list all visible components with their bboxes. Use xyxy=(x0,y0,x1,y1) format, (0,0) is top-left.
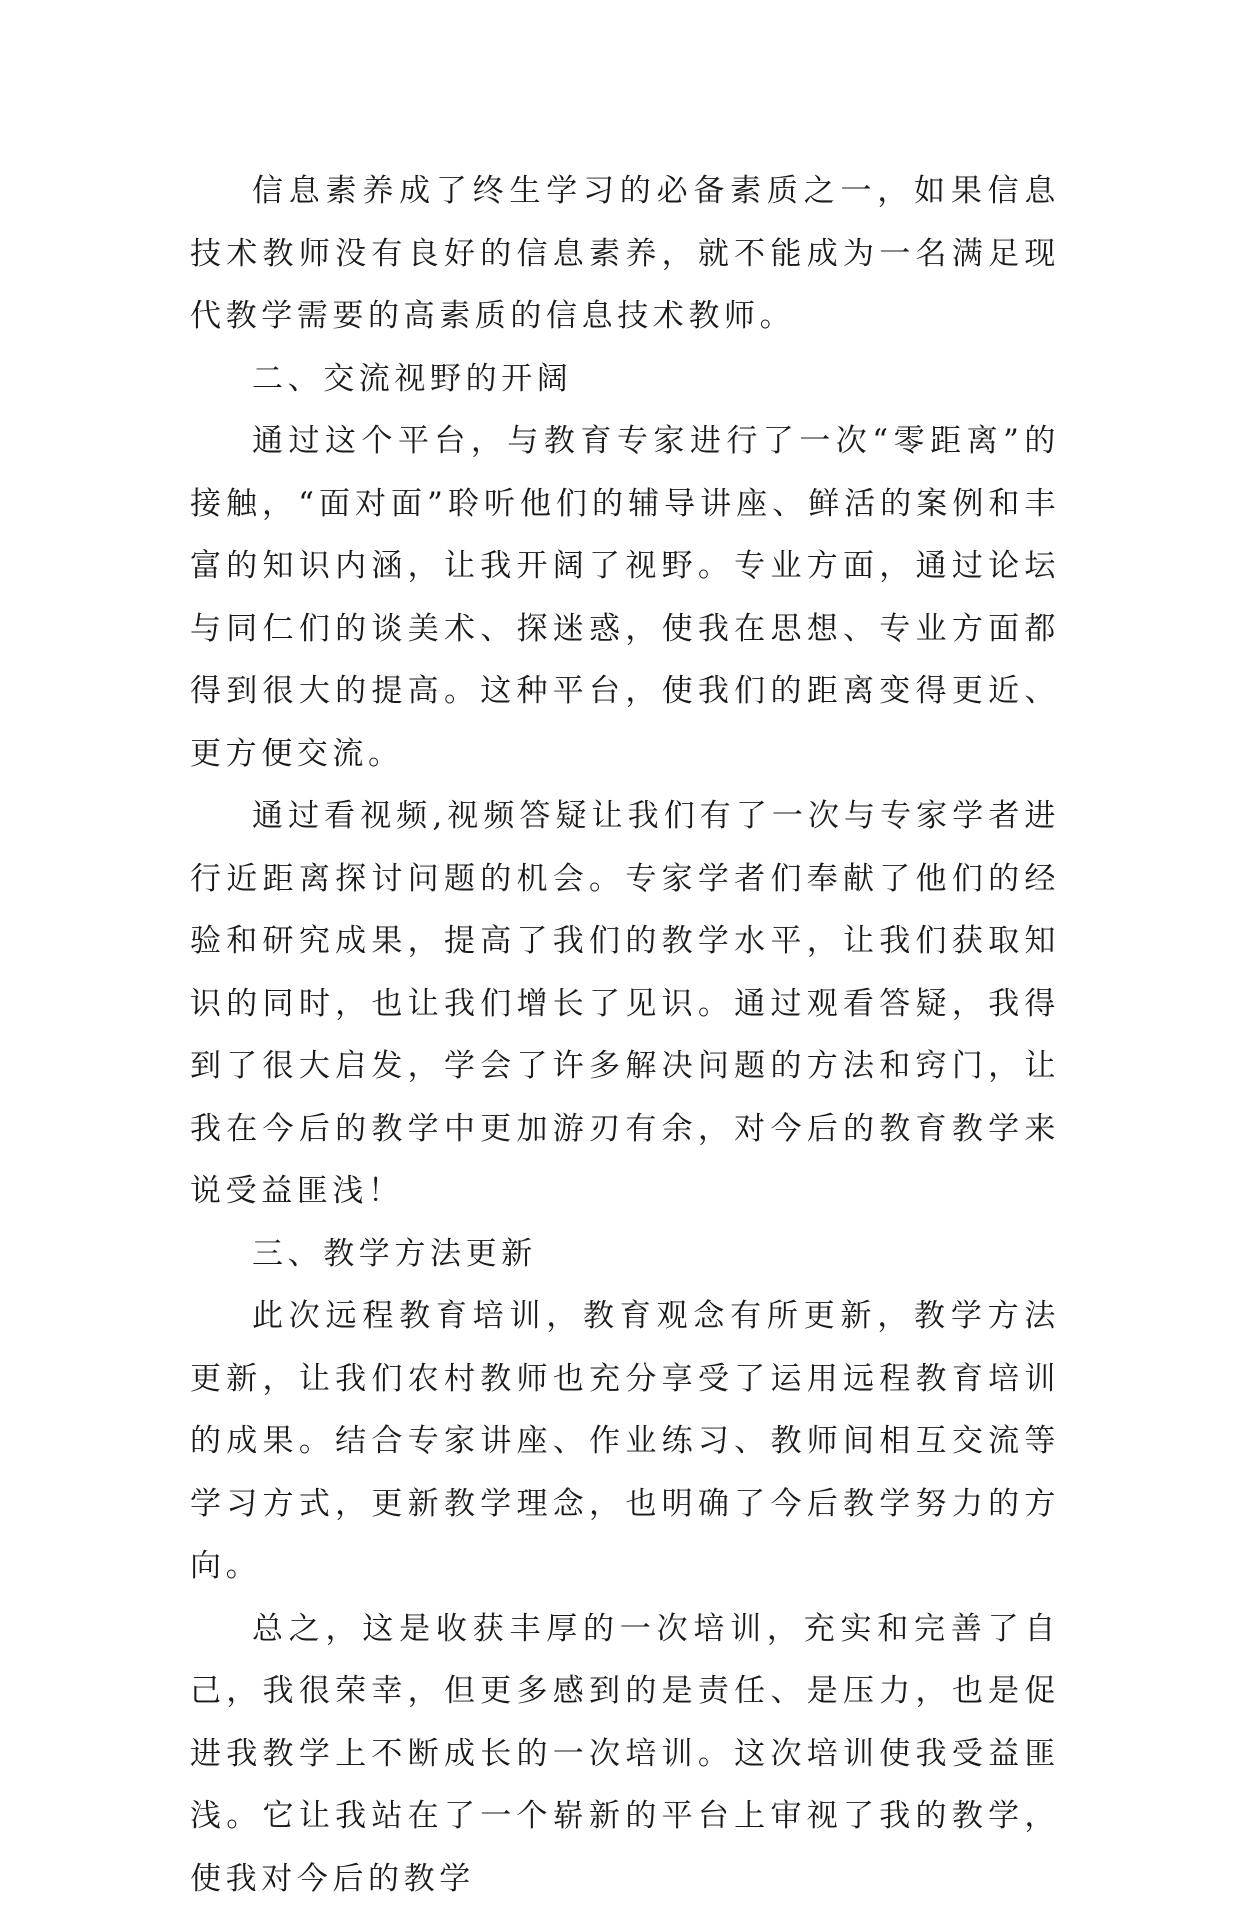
document-body xyxy=(190,160,1060,1910)
paragraph-information-literacy: 信息素养成了终生学习的必备素质之一，如果信息技术教师没有良好的信息素养，就不能成为一名满足现代教学需要的高素质的信息技术教师。 xyxy=(190,160,1060,348)
section-heading-teaching-methods: 三、教学方法更新 xyxy=(190,1223,1060,1286)
paragraph-remote-training: 此次远程教育培训，教育观念有所更新，教学方法更新，让我们农村教师也充分享受了运用远程教育培训的成果。结合专家讲座、作业练习、教师间相互交流等学习方式，更新教学理念，也明确了今后教学努力的方向。 xyxy=(190,1285,1060,1598)
paragraph-platform-experts: 通过这个平台，与教育专家进行了一次“零距离”的接触，“面对面”聆听他们的辅导讲座、鲜活的案例和丰富的知识内涵，让我开阔了视野。专业方面，通过论坛与同仁们的谈美术、探迷惑，使我在思想、专业方面都得到很大的提高。这种平台，使我们的距离变得更近、更方便交流。 xyxy=(190,410,1060,785)
paragraph-summary: 总之，这是收获丰厚的一次培训，充实和完善了自己，我很荣幸，但更多感到的是责任、是压力，也是促进我教学上不断成长的一次培训。这次培训使我受益匪浅。它让我站在了一个崭新的平台上审视了我的教学，使我对今后的教学 xyxy=(190,1598,1060,1910)
paragraph-video-qa: 通过看视频,视频答疑让我们有了一次与专家学者进行近距离探讨问题的机会。专家学者们奉献了他们的经验和研究成果，提高了我们的教学水平，让我们获取知识的同时，也让我们增长了见识。通过观看答疑，我得到了很大启发，学会了许多解决问题的方法和窍门，让我在今后的教学中更加游刃有余，对今后的教育教学来说受益匪浅！ xyxy=(190,785,1060,1223)
section-heading-communication: 二、交流视野的开阔 xyxy=(190,348,1060,411)
